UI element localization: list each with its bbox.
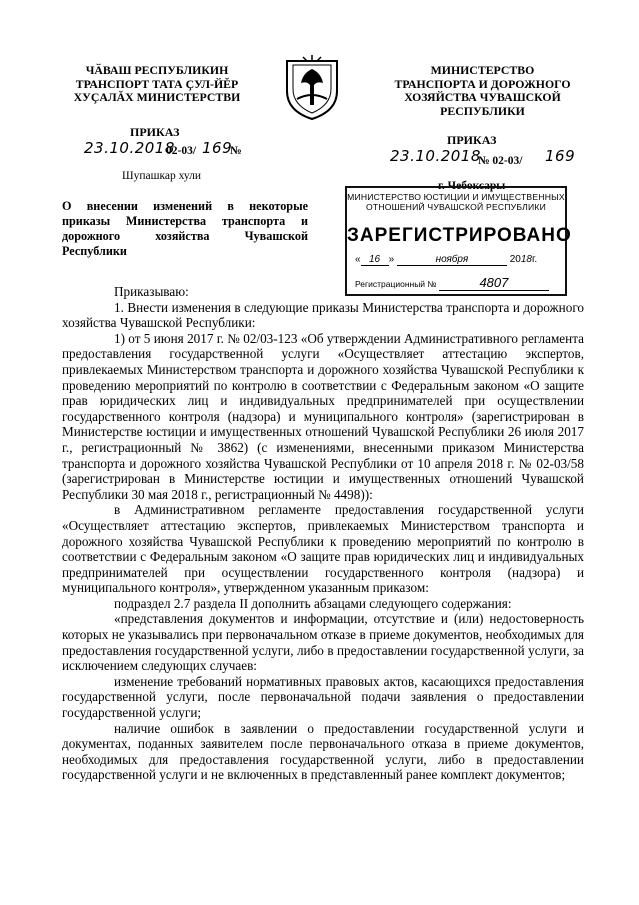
right-order-number-prefix: № 02-03/ xyxy=(478,155,523,167)
right-order-number: 169 xyxy=(545,147,576,165)
stamp-date: « 16 » ноября 2018г. xyxy=(355,254,538,265)
header-left xyxy=(62,64,252,105)
stamp-org-line-2: ОТНОШЕНИЙ ЧУВАШСКОЙ РЕСПУБЛИКИ xyxy=(366,202,546,212)
header-left-line-3: ХУҪАЛĂХ МИНИСТЕРСТВИ xyxy=(73,90,241,104)
stamp-status: ЗАРЕГИСТРИРОВАНО xyxy=(347,225,572,246)
stamp-day: 16 xyxy=(361,254,389,266)
document-title: О внесении изменений в некоторые приказы Министерства транспорта и дорожного хозяйства Чувашской Республики xyxy=(62,199,308,258)
header-right xyxy=(380,64,585,118)
paragraph-2: 1) от 5 июня 2017 г. № 02/03-123 «Об утверждении Административного регламента предоставления государственной услуги «Осуществляет аттестацию экспертов, привлекаемых Министерством транспорта и дорожного хозяйства Чувашской Республики к проведению мероприятий по контролю в соответствии с Федеральным законом «О защите прав юридических лиц и индивидуальных предпринимателей при осуществлении государственного контроля (надзора) и муниципального контроля» (зарегистрирован в Министерстве юстиции и имущественных отношений Чувашской Республики 26 июля 2017 г., регистрационный № 3862) (с изменениями, внесенными приказом Министерства транспорта и дорожного хозяйства Чувашской Республики от 10 апреля 2018 г. № 02-03/58 (зарегистрирован в Министерстве юстиции и имущественных отношений Чувашской Республики 30 мая 2018 г., регистрационный № 4498)): xyxy=(62,330,584,502)
left-order-date: 23.10.2018 xyxy=(84,139,175,157)
left-order-city: Шупашкар хули xyxy=(122,170,202,182)
header-right-line-1: МИНИСТЕРСТВО xyxy=(430,63,535,77)
stamp-org-line-1: МИНИСТЕРСТВО ЮСТИЦИИ И ИМУЩЕСТВЕННЫХ xyxy=(347,192,565,202)
paragraph-6: изменение требований нормативных правовых актов, касающихся предоставления государственной услуги, после первоначальной подачи заявления о предоставлении государственной услуги; xyxy=(62,673,584,721)
paragraph-3: в Административном регламенте предоставления государственной услуги «Осуществляет аттестацию экспертов, привлекаемых Министерством транспорта и дорожного хозяйства Чувашской Республики к проведению мероприятий по контролю в соответствии с Федеральным законом «О защите прав юридических лиц и индивидуальных предпринимателей при осуществлении государственного контроля (надзора) и муниципального контроля», утвержденном указанным приказом: xyxy=(62,502,584,596)
document-body xyxy=(62,284,584,783)
header-left-line-1: ЧӐВАШ РЕСПУБЛИКИН xyxy=(85,63,229,77)
stamp-year-prefix: 20 xyxy=(509,254,521,265)
right-order-date: 23.10.2018 xyxy=(390,147,481,165)
left-order-word: ПРИКАЗ xyxy=(130,125,180,139)
registration-stamp xyxy=(345,186,572,296)
header-right-line-2: ТРАНСПОРТА И ДОРОЖНОГО xyxy=(394,76,571,91)
left-order-number: 169 xyxy=(202,139,233,157)
right-order-city: г. Чебоксары xyxy=(438,180,506,192)
stamp-year-unit: г. xyxy=(531,254,538,265)
header-right-line-3: ХОЗЯЙСТВА ЧУВАШСКОЙ xyxy=(404,90,561,104)
left-order-number-prefix: 02-03/ xyxy=(166,145,197,157)
header-right-line-4: РЕСПУБЛИКИ xyxy=(440,103,525,118)
header-left-line-2: ТРАНСПОРТ ТАТА ҪУЛ-ЙĔР xyxy=(75,76,239,91)
paragraph-5: «представления документов и информации, отсутствие и (или) недостоверность которых не указывались при первоначальном отказе в приеме документов, необходимых для предоставления государственной услуги, либо в предоставлении государственной услуги, за исключением следующих случаев: xyxy=(62,611,584,674)
right-order-word: ПРИКАЗ xyxy=(447,133,497,147)
paragraph-7: наличие ошибок в заявлении о предоставлении государственной услуги и документах, поданных заявителем после первоначального отказа в приеме документов, необходимых для предоставления государственной услуги, либо в предоставлении государственной услуги и не включенных в представленный ранее комплект документов; xyxy=(62,720,584,783)
left-order-number-sign: № xyxy=(230,145,242,157)
stamp-reg-label: Регистрационный № xyxy=(355,279,437,289)
paragraph-1: 1. Внести изменения в следующие приказы Министерства транспорта и дорожного хозяйства Чувашской Республики: xyxy=(62,299,584,331)
stamp-reg-number: 4807 xyxy=(439,275,549,291)
stamp-year-suffix: 18 xyxy=(520,254,532,265)
paragraph-4: подраздел 2.7 раздела II дополнить абзацами следующего содержания: xyxy=(114,595,512,611)
stamp-org xyxy=(347,192,565,212)
stamp-month: ноября xyxy=(397,254,507,266)
emblem-icon xyxy=(283,55,341,121)
order-intro: Приказываю: xyxy=(114,284,189,299)
